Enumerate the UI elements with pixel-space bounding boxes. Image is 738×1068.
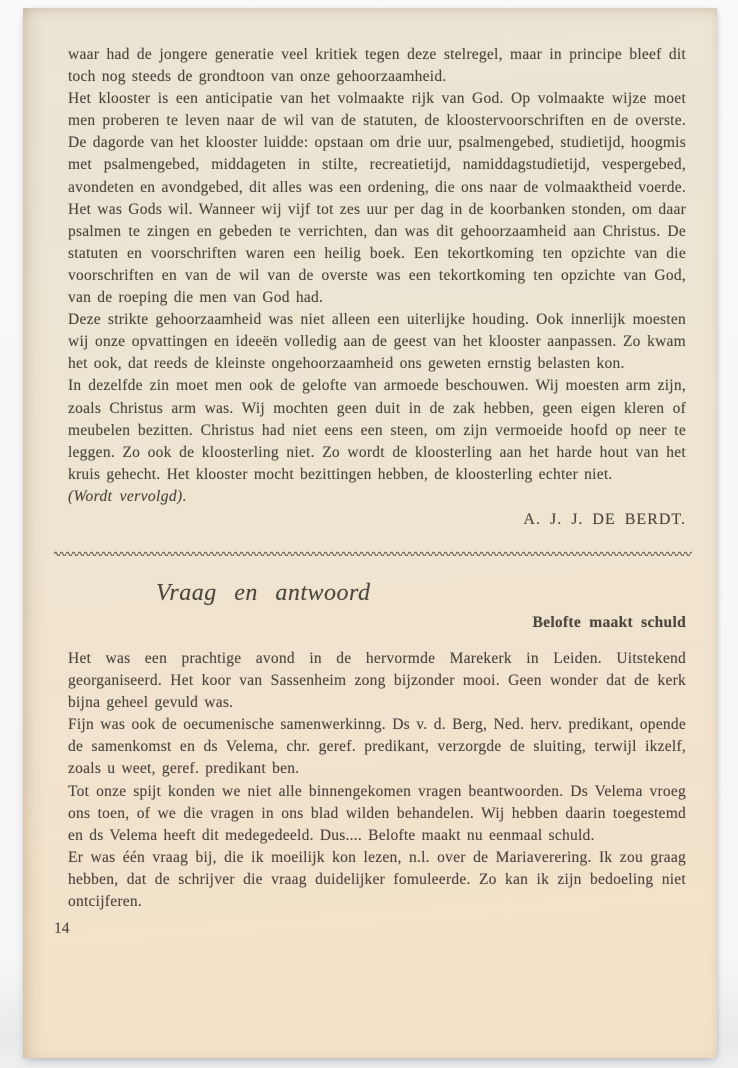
page-content: [54, 44, 686, 940]
wavy-line-icon: [54, 549, 692, 556]
qa-paragraph-3: Tot onze spijt konden we niet alle binnengekomen vragen beantwoorden. Ds Velema vroeg ons toen, of we die vragen in ons blad wilden behandelen. Wij hebben daarin toegestemd en ds Velema heeft dit medegedeeld. Dus.... Belofte maakt nu eenmaal schuld.: [68, 782, 686, 844]
qa-paragraph-1: Het was een prachtige avond in de hervormde Marekerk in Leiden. Uitstekend georganiseerd. Het koor van Sassenheim zong bijzonder mooi. Geen wonder dat de kerk bijna geheel gevuld was.: [68, 649, 686, 712]
qa-section-title: Vraag en antwoord: [156, 579, 371, 606]
article-continuation: [68, 44, 686, 531]
article-paragraph-3: Deze strikte gehoorzaamheid was niet alleen een uiterlijke houding. Ook innerlijk moesten wij onze opvattingen en ideeën volledig aan de geest van het klooster aanpassen. Zo kwam het ook, dat reeds de kleinste ongehoorzaamheid ons geweten ernstig belasten kon.: [68, 311, 686, 373]
article-paragraph-2: Het klooster is een anticipatie van het volmaakte rijk van God. Op volmaakte wijze moet men proberen te leven naar de wil van de statuten, de kloostervoorschriften en de overste. De dagorde van het klooster luidde: opstaan om drie uur, psalmengebed, studietijd, hoogmis met psalmengebed, middageten in stilte, recreatietijd, namiddagstudietijd, vespergebed, avondeten en avondgebed, dit alles was een ordening, die ons naar de volmaaktheid voerde. Het was Gods wil. Wanneer wij vijf tot zes uur per dag in de koorbanken stonden, om daar psalmen te zingen en gebeden te verrichten, dan was dit gehoorzaamheid aan Christus. De statuten en voorschriften waren een heilig boek. Een tekortkoming ten opzichte van die voorschriften en van de wil van de overste was een tekortkoming ten opzichte van God, van de roeping die men van God had.: [68, 90, 686, 307]
qa-section: [68, 578, 686, 913]
article-paragraph-1: waar had de jongere generatie veel kritiek tegen deze stelregel, maar in principe bleef dit toch nog steeds de grondtoon van onze gehoorzaamheid.: [68, 46, 686, 86]
author-signature: A. J. J. DE BERDT.: [523, 510, 686, 528]
article-paragraph-4: In dezelfde zin moet men ook de gelofte van armoede beschouwen. Wij moesten arm zijn, zoals Christus arm was. Wij mochten geen duit in de zak hebben, geen eigen kleren of meubelen bezitten. Christus had niet eens een steen, om zijn vermoeide hoofd op neer te leggen. Zo ook de kloosterling niet. Zo wordt de kloosterling aan het harde hout van het kruis gehecht. Het klooster mocht bezittingen hebben, de kloosterling echter niet.: [68, 377, 686, 483]
wavy-divider: [54, 549, 692, 556]
continuation-note: (Wordt vervolgd).: [68, 487, 187, 505]
page-number: 14: [54, 920, 70, 938]
qa-paragraph-4: Er was één vraag bij, die ik moeilijk kon lezen, n.l. over de Mariaverering. Ik zou graag hebben, dat de schrijver die vraag duidelijker fomuleerde. Zo kan ik zijn bedoeling niet ontcijferen.: [68, 848, 686, 910]
qa-section-subtitle: Belofte maakt schuld: [532, 613, 686, 631]
magazine-page: [23, 8, 717, 1058]
qa-paragraph-2: Fijn was ook de oecumenische samenwerkinng. Ds v. d. Berg, Ned. herv. predikant, opende de samenkomst en ds Velema, chr. geref. predikant, verzorgde de sluiting, terwijl ikzelf, zoals u weet, geref. predikant ben.: [68, 716, 686, 778]
